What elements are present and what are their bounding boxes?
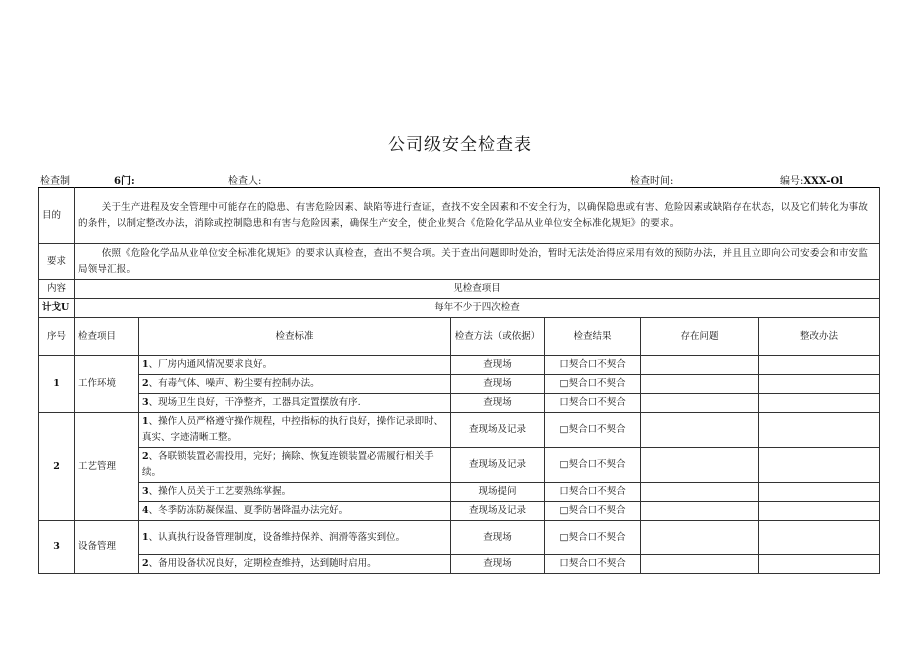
check-standard [139, 394, 451, 413]
issues-cell [641, 413, 759, 448]
check-result: 口契合口不契合 [545, 356, 641, 375]
standard-text: 、备用设备状况良好，定期检查维持，达到随时启用。 [148, 558, 377, 569]
issues-cell [641, 502, 759, 521]
check-standard [139, 448, 451, 483]
check-standard [139, 375, 451, 394]
table-row [39, 448, 880, 483]
requirement-label: 要求 [39, 244, 75, 280]
check-result: □契合口不契合 [545, 375, 641, 394]
remedy-cell [759, 356, 880, 375]
remedy-cell [759, 413, 880, 448]
check-result: 口契合口不契合 [545, 483, 641, 502]
remedy-cell [759, 521, 880, 555]
group-item: 工作环境 [75, 356, 139, 413]
group-number: 1 [39, 356, 75, 413]
check-method: 查现场 [451, 375, 545, 394]
check-method: 查现场 [451, 356, 545, 375]
table-row [39, 356, 880, 375]
table-row [39, 413, 880, 448]
check-result: □契合口不契合 [545, 521, 641, 555]
standard-number: 3 [142, 486, 149, 497]
content-row [39, 280, 880, 299]
col-header-remedy: 整改办法 [759, 318, 880, 356]
remedy-cell [759, 375, 880, 394]
check-standard [139, 483, 451, 502]
standard-number: 4 [142, 505, 149, 516]
plan-row [39, 299, 880, 318]
standard-number: 1 [142, 359, 149, 370]
page-title: 公司级安全检查表 [388, 135, 532, 155]
standard-text: 、各联锁装置必需投用，完好；摘除、恢复连锁装置必需履行相关手续。 [142, 451, 434, 478]
check-method: 查现场 [451, 521, 545, 555]
code-label [780, 172, 843, 187]
issues-cell [641, 375, 759, 394]
code-label-text: 编号: [780, 176, 804, 187]
check-method: 现场提问 [451, 483, 545, 502]
standard-text: 、厂房内通风情况要求良好。 [148, 359, 273, 370]
table-row [39, 521, 880, 555]
remedy-cell [759, 394, 880, 413]
requirement-text: 依照《危险化学品从业单位安全标准化规矩》的要求认真检查，查出不契合项。关于查出问题即时处治，暂时无法处治得应采用有效的预防办法，并且且立即向公司安委会和市安监局领导汇报。 [75, 244, 880, 280]
col-header-item: 检查项目 [75, 318, 139, 356]
check-standard [139, 413, 451, 448]
column-header-row [39, 318, 880, 356]
standard-text: 、操作人员严格遵守操作规程，中控指标的执行良好，操作记录即时、真实、字迹清晰工整。 [142, 416, 444, 443]
purpose-row [39, 188, 880, 244]
dept-label: 检查制 [40, 176, 70, 187]
check-result: 口契合口不契合 [545, 394, 641, 413]
remedy-cell [759, 502, 880, 521]
requirement-row [39, 244, 880, 280]
check-result: 口契合口不契合 [545, 555, 641, 574]
standard-number: 3 [142, 397, 149, 408]
standard-text: 、操作人员关于工艺要熟练掌握。 [148, 486, 292, 497]
table-row [39, 502, 880, 521]
standard-text: 、现场卫生良好，干净整齐，工器具定置摆放有序. [148, 397, 361, 408]
group-item: 设备管理 [75, 521, 139, 574]
check-method: 查现场 [451, 394, 545, 413]
issues-cell [641, 521, 759, 555]
issues-cell [641, 448, 759, 483]
check-method: 查现场及记录 [451, 413, 545, 448]
check-result: □契合口不契合 [545, 448, 641, 483]
remedy-cell [759, 483, 880, 502]
plan-label: 计戈U [39, 299, 75, 318]
table-row [39, 555, 880, 574]
standard-text: 、认真执行设备管理制度，设备维持保养、润滑等落实到位。 [148, 531, 406, 543]
inspector-label: 检查人: [228, 176, 262, 187]
standard-number: 1 [142, 531, 149, 543]
check-result: □契合口不契合 [545, 413, 641, 448]
purpose-label: 目的 [39, 188, 75, 244]
content-label: 内容 [39, 280, 75, 299]
inspection-time-label: 检查时间: [630, 176, 674, 187]
table-row [39, 483, 880, 502]
standard-number: 2 [142, 451, 149, 462]
group-number: 3 [39, 521, 75, 574]
remedy-cell [759, 555, 880, 574]
col-header-no: 序号 [39, 318, 75, 356]
group-item: 工艺管理 [75, 413, 139, 521]
check-standard [139, 555, 451, 574]
check-method: 查现场及记录 [451, 448, 545, 483]
standard-text: 、有毒气体、噪声、粉尘要有控制办法。 [148, 378, 320, 389]
col-header-issues: 存在问题 [641, 318, 759, 356]
col-header-result: 检查结果 [545, 318, 641, 356]
standard-number: 2 [142, 558, 149, 569]
remedy-cell [759, 448, 880, 483]
standard-number: 2 [142, 378, 149, 389]
purpose-text: 关于生产进程及安全管理中可能存在的隐患、有害危险因素、缺陷等进行查证，查找不安全因素和不安全行为，以确保隐患或有害、危险因素或缺陷存在状态，以及它们转化为事故的条件，以制定整改办法，消除或控制隐患和有害与危险因素，确保生产安全，使企业契合《危险化学品从业单位安全标准化规矩》的要求。 [75, 188, 880, 244]
inspection-table [38, 187, 880, 574]
check-standard [139, 521, 451, 555]
check-standard [139, 502, 451, 521]
col-header-standard: 检查标准 [139, 318, 451, 356]
standard-number: 1 [142, 416, 149, 427]
issues-cell [641, 483, 759, 502]
group-number: 2 [39, 413, 75, 521]
table-row [39, 375, 880, 394]
check-standard [139, 356, 451, 375]
issues-cell [641, 555, 759, 574]
check-method: 查现场及记录 [451, 502, 545, 521]
check-method: 查现场 [451, 555, 545, 574]
content-value: 见检查项目 [75, 280, 880, 299]
plan-value: 每年不少于四次检查 [75, 299, 880, 318]
check-result: □契合口不契合 [545, 502, 641, 521]
standard-text: 、冬季防冻防凝保温、夏季防暑降温办法完好。 [148, 505, 349, 516]
issues-cell [641, 356, 759, 375]
col-header-method: 检查方法（或依据） [451, 318, 545, 356]
table-row [39, 394, 880, 413]
dept-value: 6门: [114, 176, 135, 187]
issues-cell [641, 394, 759, 413]
code-value: XXX-Ol [803, 176, 843, 187]
